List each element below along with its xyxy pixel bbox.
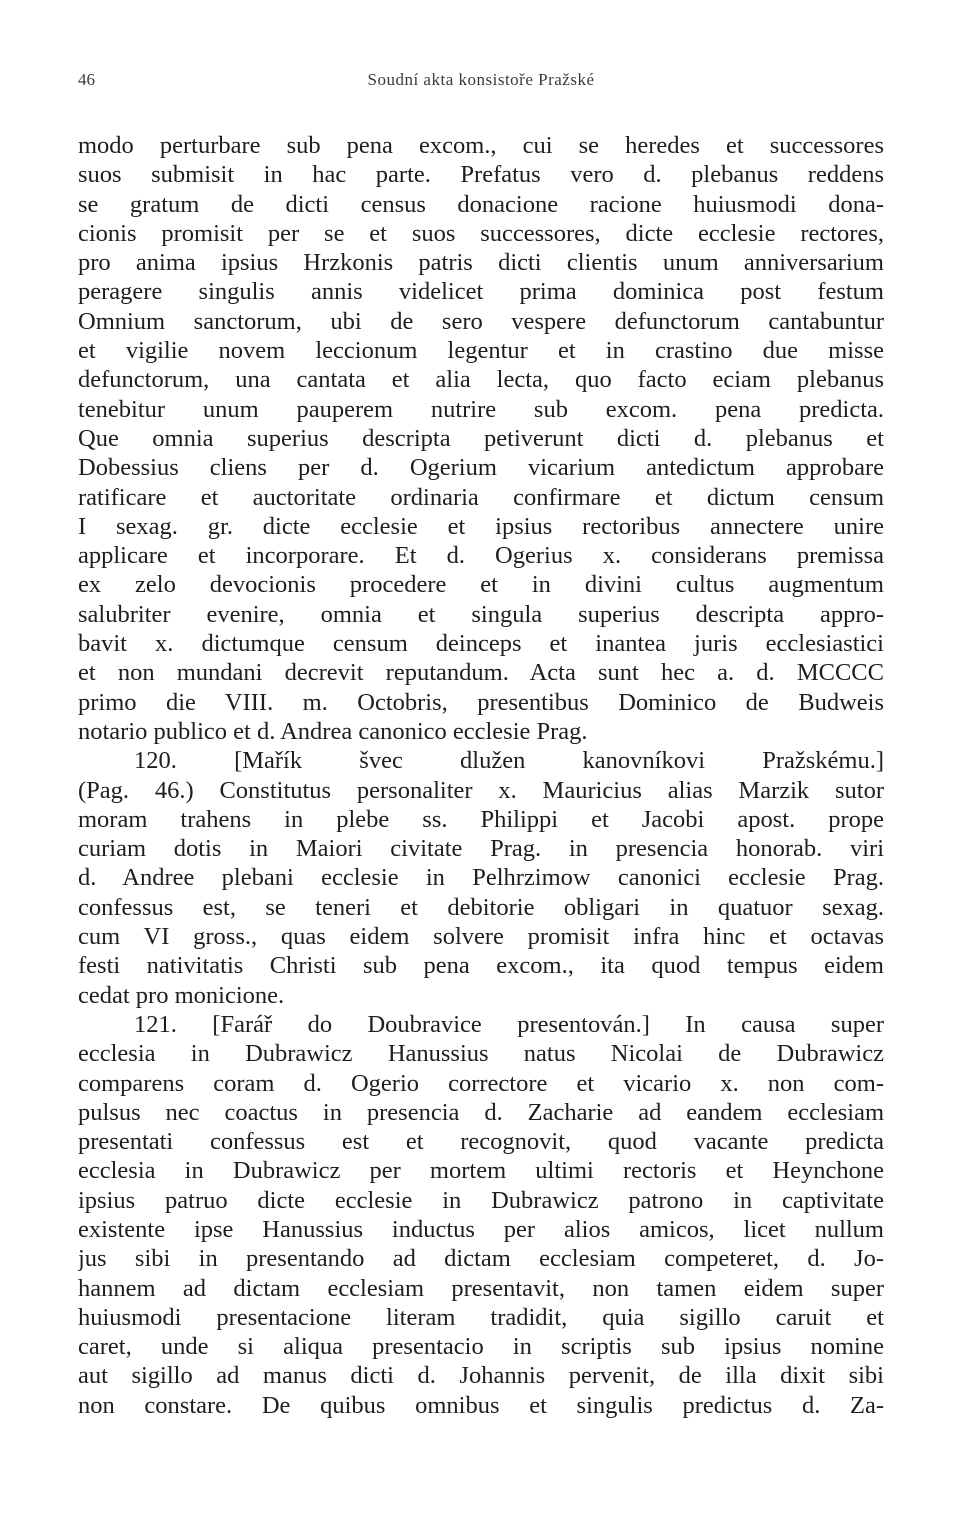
text-line: et non mundani decrevit reputandum. Acta sunt hec a. d. MCCCC [78,659,884,687]
text-line: Que omnia superius descripta petiverunt dicti d. plebanus et [78,424,884,452]
text-line: bavit x. dictumque censum deinceps et inantea juris ecclesiastici [78,630,884,658]
text-line: ecclesia in Dubrawicz per mortem ultimi rectoris et Heynchone [78,1157,884,1185]
text-line: et vigilie novem leccionum legentur et in crastino due misse [78,337,884,365]
text-line: existente ipse Hanussius inductus per alios amicos, licet nullum [78,1215,884,1243]
text-line: ratificare et auctoritate ordinaria confirmare et dictum censum [78,483,884,511]
text-line: suos submisit in hac parte. Prefatus vero d. plebanus reddens [78,161,884,189]
text-line: (Pag. 46.) Constitutus personaliter x. Mauricius alias Marzik sutor [78,776,884,804]
text-line: jus sibi in presentando ad dictam ecclesiam competeret, d. Jo- [78,1245,884,1273]
text-line: caret, unde si aliqua presentacio in scriptis sub ipsius nomine [78,1333,884,1361]
text-line: non constare. De quibus omnibus et singulis predictus d. Za- [78,1391,884,1419]
text-line: 121. [Farář do Doubravice presentován.] In causa super [134,1010,884,1038]
text-line: cedat pro monicione. [78,981,285,1009]
text-line: applicare et incorporare. Et d. Ogerius x. considerans premissa [78,542,884,570]
text-line: defunctorum, una cantata et alia lecta, quo facto eciam plebanus [78,366,884,394]
running-head [78,70,884,96]
text-line: pulsus nec coactus in presencia d. Zacharie ad eandem ecclesiam [78,1098,884,1126]
text-line: peragere singulis annis videlicet prima dominica post festum [78,278,884,306]
running-title: Soudní akta konsistoře Pražské [367,70,595,89]
text-line: primo die VIII. m. Octobris, presentibus Dominico de Budweis [78,688,884,716]
text-line: tenebitur unum pauperem nutrire sub excom. pena predicta. [78,395,884,423]
text-line: curiam dotis in Maiori civitate Prag. in presencia honorab. viri [78,835,884,863]
text-line: modo perturbare sub pena excom., cui se heredes et successores [78,132,884,159]
text-line: ecclesia in Dubrawicz Hanussius natus Nicolai de Dubrawicz [78,1040,884,1068]
text-line: se gratum de dicti census donacione racione huiusmodi dona- [78,190,884,218]
text-line: confessus est, se teneri et debitorie obligari in quatuor sexag. [78,893,884,921]
text-line: I sexag. gr. dicte ecclesie et ipsius rectoribus annectere unire [78,512,884,540]
text-line: festi nativitatis Christi sub pena excom., ita quod tempus eidem [78,952,884,980]
text-line: comparens coram d. Ogerio correctore et vicario x. non com- [78,1069,884,1097]
text-line: presentati confessus est et recognovit, quod vacante predicta [78,1128,884,1156]
text-line: cum VI gross., quas eidem solvere promisit infra hinc et octavas [78,923,884,951]
text-line: aut sigillo ad manus dicti d. Johannis pervenit, de illa dixit sibi [78,1362,884,1390]
body-text [78,131,884,1420]
text-line: moram trahens in plebe ss. Philippi et Jacobi apost. prope [78,805,884,833]
page-number: 46 [78,70,95,89]
text-line: huiusmodi presentacione literam tradidit, quia sigillo caruit et [78,1303,884,1331]
text-line: ex zelo devocionis procedere et in divini cultus augmentum [78,571,884,599]
text-line: d. Andree plebani ecclesie in Pelhrzimow canonici ecclesie Prag. [78,864,884,892]
text-line: cionis promisit per se et suos successores, dicte ecclesie rectores, [78,219,884,247]
text-line: Dobessius cliens per d. Ogerium vicarium antedictum approbare [78,454,884,482]
text-line: salubriter evenire, omnia et singula superius descripta appro- [78,600,884,628]
text-line: hannem ad dictam ecclesiam presentavit, non tamen eidem super [78,1274,884,1302]
text-line: notario publico et d. Andrea canonico ecclesie Prag. [78,717,588,745]
text-line: ipsius patruo dicte ecclesie in Dubrawicz patrono in captivitate [78,1186,884,1214]
text-line: pro anima ipsius Hrzkonis patris dicti clientis unum anniversarium [78,249,884,277]
text-line: 120. [Mařík švec dlužen kanovníkovi Pražskému.] [134,747,884,775]
text-line: Omnium sanctorum, ubi de sero vespere defunctorum cantabuntur [78,307,884,335]
